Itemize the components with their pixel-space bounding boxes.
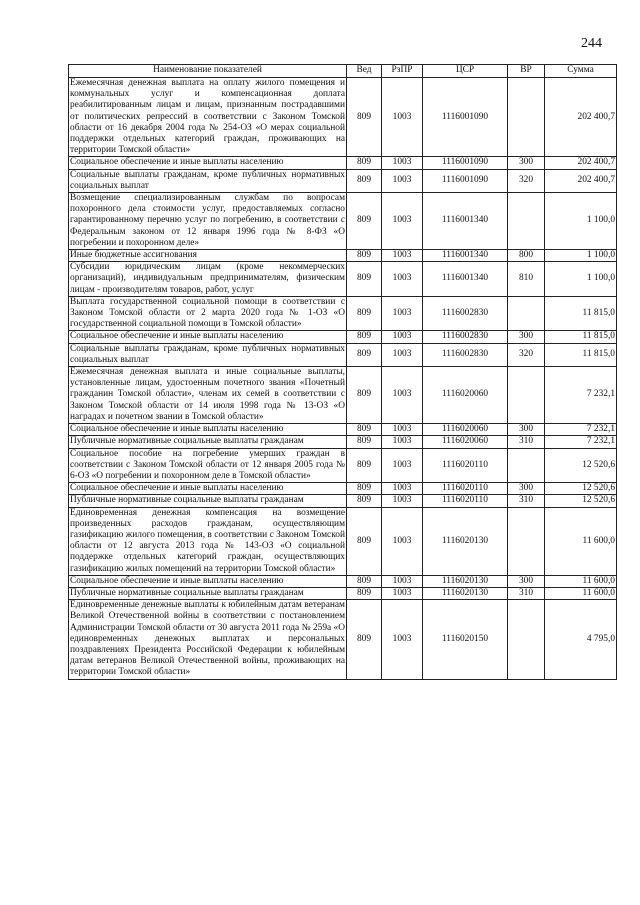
header-rzpr: РзПР xyxy=(382,65,423,78)
cell-vr: 300 xyxy=(508,424,545,436)
table-row xyxy=(69,157,617,169)
header-vr: ВР xyxy=(508,65,545,78)
cell-name: Социальное обеспечение и иные выплаты населению xyxy=(69,331,347,343)
cell-ved: 809 xyxy=(347,436,382,448)
cell-csr: 1116002830 xyxy=(423,296,508,331)
cell-rzpr: 1003 xyxy=(382,507,423,575)
table-row xyxy=(69,262,617,297)
page-number: 244 xyxy=(581,36,602,51)
cell-sum: 1 100,0 xyxy=(545,262,617,297)
cell-sum: 12 520,6 xyxy=(545,448,617,483)
cell-vr xyxy=(508,507,545,575)
cell-vr xyxy=(508,296,545,331)
cell-rzpr: 1003 xyxy=(382,448,423,483)
cell-sum: 11 815,0 xyxy=(545,343,617,366)
cell-name: Публичные нормативные социальные выплаты гражданам xyxy=(69,587,347,599)
cell-rzpr: 1003 xyxy=(382,169,423,192)
cell-ved: 809 xyxy=(347,78,382,157)
cell-rzpr: 1003 xyxy=(382,587,423,599)
cell-ved: 809 xyxy=(347,331,382,343)
cell-ved: 809 xyxy=(347,262,382,297)
cell-csr: 1116001090 xyxy=(423,78,508,157)
cell-csr: 1116002830 xyxy=(423,343,508,366)
cell-ved: 809 xyxy=(347,169,382,192)
cell-name: Единовременные денежные выплаты к юбилейным датам ветеранам Великой Отечественной войны в соответствии с постановлением Администрации Томской области от 30 августа 2011 года № 259а «О единовременных денежных выплатах и персональных поздравлениях Президента Российской Федерации к юбилейным датам ветеранов Великой Отечественной войны, проживающих на территории Томской области» xyxy=(70,600,345,678)
cell-rzpr: 1003 xyxy=(382,296,423,331)
cell-ved: 809 xyxy=(347,193,382,250)
cell-sum: 11 600,0 xyxy=(545,575,617,587)
cell-csr: 1116020060 xyxy=(423,367,508,424)
table-row xyxy=(69,587,617,599)
cell-rzpr: 1003 xyxy=(382,424,423,436)
cell-sum: 202 400,7 xyxy=(545,169,617,192)
cell-sum: 11 815,0 xyxy=(545,296,617,331)
cell-ved: 809 xyxy=(347,296,382,331)
cell-rzpr: 1003 xyxy=(382,436,423,448)
cell-ved: 809 xyxy=(347,600,382,679)
cell-ved: 809 xyxy=(347,367,382,424)
cell-rzpr: 1003 xyxy=(382,250,423,262)
cell-sum: 11 815,0 xyxy=(545,331,617,343)
table-row xyxy=(69,495,617,507)
cell-ved: 809 xyxy=(347,575,382,587)
header-csr: ЦСР xyxy=(423,65,508,78)
cell-name: Публичные нормативные социальные выплаты гражданам xyxy=(69,436,347,448)
cell-csr: 1116020150 xyxy=(423,600,508,679)
table-row xyxy=(69,367,617,424)
table-row xyxy=(69,424,617,436)
cell-sum: 12 520,6 xyxy=(545,483,617,495)
cell-name: Социальные выплаты гражданам, кроме публичных нормативных социальных выплат xyxy=(70,343,345,365)
table-row xyxy=(69,343,617,366)
cell-csr: 1116020110 xyxy=(423,448,508,483)
cell-ved: 809 xyxy=(347,424,382,436)
cell-name: Социальное обеспечение и иные выплаты населению xyxy=(69,157,347,169)
table-row xyxy=(69,78,617,157)
cell-name: Социальное пособие на погребение умерших граждан в соответствии с Законом Томской области от 12 января 2005 года № 6-ОЗ «О погребении и похоронном деле в Томской области» xyxy=(70,448,345,481)
cell-ved: 809 xyxy=(347,157,382,169)
cell-csr: 1116001090 xyxy=(423,169,508,192)
cell-sum: 4 795,0 xyxy=(545,600,617,679)
table-row xyxy=(69,331,617,343)
cell-ved: 809 xyxy=(347,587,382,599)
cell-name: Социальное обеспечение и иные выплаты населению xyxy=(69,424,347,436)
cell-sum: 7 232,1 xyxy=(545,367,617,424)
cell-ved: 809 xyxy=(347,495,382,507)
cell-sum: 202 400,7 xyxy=(545,78,617,157)
cell-vr: 320 xyxy=(508,169,545,192)
cell-ved: 809 xyxy=(347,507,382,575)
cell-vr: 310 xyxy=(508,587,545,599)
cell-vr: 800 xyxy=(508,250,545,262)
cell-sum: 11 600,0 xyxy=(545,587,617,599)
cell-vr: 320 xyxy=(508,343,545,366)
cell-ved: 809 xyxy=(347,343,382,366)
cell-vr xyxy=(508,367,545,424)
cell-rzpr: 1003 xyxy=(382,78,423,157)
cell-name: Социальное обеспечение и иные выплаты населению xyxy=(69,483,347,495)
cell-name: Единовременная денежная компенсация на возмещение произведенных расходов гражданам, осуществляющим газификацию жилого помещения, в соответствии с Законом Томской области от 12 августа 2013 года № 143-ОЗ «О социальной поддержке отдельных категорий граждан, осуществляющих газификацию жилых помещений на территории Томской области» xyxy=(70,507,345,574)
cell-vr: 300 xyxy=(508,331,545,343)
cell-csr: 1116001090 xyxy=(423,157,508,169)
cell-vr: 300 xyxy=(508,483,545,495)
budget-table xyxy=(68,64,617,680)
cell-rzpr: 1003 xyxy=(382,262,423,297)
cell-name: Возмещение специализированным службам по вопросам похоронного дела стоимости услуг, предоставляемых согласно гарантированному перечню услуг по погребению, в соответствии с Федеральным законом от 12 января 1996 года № 8-ФЗ «О погребении и похоронном деле» xyxy=(70,193,345,248)
cell-name: Выплата государственной социальной помощи в соответствии с Законом Томской области от 2 марта 2020 года № 1-ОЗ «О государственной социальной помощи в Томской области» xyxy=(70,296,345,330)
cell-rzpr: 1003 xyxy=(382,157,423,169)
cell-sum: 7 232,1 xyxy=(545,424,617,436)
cell-vr xyxy=(508,78,545,157)
cell-vr xyxy=(508,448,545,483)
cell-rzpr: 1003 xyxy=(382,483,423,495)
cell-name: Социальные выплаты гражданам, кроме публичных нормативных социальных выплат xyxy=(70,169,345,191)
table-row xyxy=(69,193,617,250)
cell-name: Социальное обеспечение и иные выплаты населению xyxy=(69,575,347,587)
cell-vr: 310 xyxy=(508,436,545,448)
table-row xyxy=(69,169,617,192)
cell-name: Субсидии юридическим лицам (кроме некоммерческих организаций), индивидуальным предпринимателям, физическим лицам - производителям товаров, работ, услуг xyxy=(70,262,345,295)
cell-name: Ежемесячная денежная выплата на оплату жилого помещения и коммунальных услуг и компенсационная доплата реабилитированным лицам и лицам, признанным пострадавшими от политических репрессий в соответствии с Законом Томской области от 16 декабря 2004 года № 254-ОЗ «О мерах социальной поддержки отдельных категорий граждан, проживающих на территории Томской области» xyxy=(70,78,345,156)
table-row xyxy=(69,436,617,448)
header-sum: Сумма xyxy=(545,65,617,78)
cell-csr: 1116001340 xyxy=(423,262,508,297)
table-body xyxy=(69,78,617,680)
cell-csr: 1116020110 xyxy=(423,495,508,507)
header-name: Наименование показателей xyxy=(69,65,347,78)
cell-ved: 809 xyxy=(347,250,382,262)
cell-csr: 1116020110 xyxy=(423,483,508,495)
cell-vr xyxy=(508,600,545,679)
cell-sum: 11 600,0 xyxy=(545,507,617,575)
table-row xyxy=(69,448,617,483)
cell-csr: 1116020130 xyxy=(423,575,508,587)
cell-ved: 809 xyxy=(347,448,382,483)
cell-rzpr: 1003 xyxy=(382,495,423,507)
table-row xyxy=(69,483,617,495)
cell-sum: 1 100,0 xyxy=(545,193,617,250)
cell-sum: 1 100,0 xyxy=(545,250,617,262)
cell-vr: 300 xyxy=(508,157,545,169)
cell-csr: 1116002830 xyxy=(423,331,508,343)
cell-sum: 7 232,1 xyxy=(545,436,617,448)
table-row xyxy=(69,507,617,575)
cell-name: Ежемесячная денежная выплата и иные социальные выплаты, установленные лицам, удостоенным почетного звания «Почетный гражданин Томской области», членам их семей в соответствии с Законом Томской области от 14 июля 1998 года № 13-ОЗ «О наградах и почетном звании в Томской области» xyxy=(70,367,345,422)
header-ved: Вед xyxy=(347,65,382,78)
cell-rzpr: 1003 xyxy=(382,575,423,587)
cell-name: Иные бюджетные ассигнования xyxy=(69,250,347,262)
table-row xyxy=(69,575,617,587)
cell-csr: 1116001340 xyxy=(423,193,508,250)
table-row xyxy=(69,600,617,679)
cell-sum: 12 520,6 xyxy=(545,495,617,507)
cell-csr: 1116020060 xyxy=(423,436,508,448)
table-row xyxy=(69,296,617,331)
cell-ved: 809 xyxy=(347,483,382,495)
table-row xyxy=(69,250,617,262)
cell-sum: 202 400,7 xyxy=(545,157,617,169)
cell-csr: 1116020060 xyxy=(423,424,508,436)
cell-vr xyxy=(508,193,545,250)
cell-csr: 1116020130 xyxy=(423,587,508,599)
cell-rzpr: 1003 xyxy=(382,193,423,250)
cell-rzpr: 1003 xyxy=(382,600,423,679)
cell-name: Публичные нормативные социальные выплаты гражданам xyxy=(69,495,347,507)
cell-csr: 1116020130 xyxy=(423,507,508,575)
cell-vr: 310 xyxy=(508,495,545,507)
cell-rzpr: 1003 xyxy=(382,367,423,424)
cell-vr: 300 xyxy=(508,575,545,587)
cell-csr: 1116001340 xyxy=(423,250,508,262)
cell-rzpr: 1003 xyxy=(382,343,423,366)
table-header-row xyxy=(69,65,617,78)
cell-rzpr: 1003 xyxy=(382,331,423,343)
cell-vr: 810 xyxy=(508,262,545,297)
